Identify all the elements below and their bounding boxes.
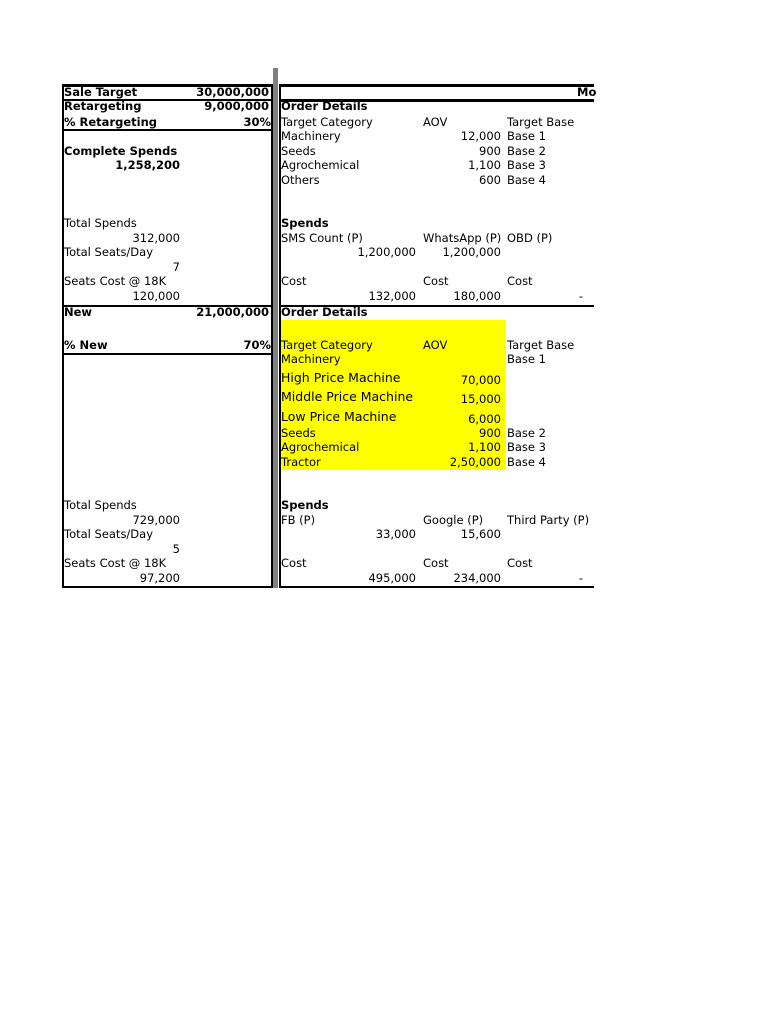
new-machinery-base: Base 1 [507, 352, 546, 366]
new-row-base: Base 2 [507, 426, 546, 440]
retarget-seats-cost-value: 120,000 [132, 289, 180, 303]
new-seats-cost-value: 97,200 [139, 571, 180, 585]
retarget-seats-day-value: 7 [172, 260, 180, 274]
retarget-col-aov: AOV [423, 115, 448, 129]
retarget-cost-label-2: Cost [423, 274, 449, 288]
cost-fb-value: 495,000 [368, 571, 416, 585]
retarget-col-category: Target Category [281, 115, 373, 129]
obd-label: OBD (P) [507, 231, 553, 245]
new-row-category: Agrochemical [281, 440, 360, 454]
new-cost-label-3: Cost [507, 556, 533, 570]
retarget-row-category: Agrochemical [281, 158, 360, 172]
complete-spends-value: 1,258,200 [115, 158, 180, 172]
new-row-aov: 900 [479, 426, 501, 440]
machine-row-category: Middle Price Machine [281, 389, 414, 404]
retarget-row-category: Others [281, 173, 320, 187]
new-seats-day-value: 5 [172, 542, 180, 556]
new-value: 21,000,000 [196, 305, 269, 319]
sms-count-value: 1,200,000 [357, 245, 416, 259]
complete-spends-label: Complete Spends [64, 144, 178, 158]
new-seats-cost-label: Seats Cost @ 18K [64, 556, 167, 570]
machine-row-aov: 70,000 [460, 373, 501, 387]
retarget-row-aov: 1,100 [468, 158, 501, 172]
new-row-category: Seeds [281, 426, 316, 440]
retarget-row-aov: 900 [479, 144, 501, 158]
new-spends-label: Spends [281, 498, 329, 512]
machine-row-aov: 6,000 [468, 412, 501, 426]
retarget-row-base: Base 4 [507, 173, 546, 187]
border-under-pct-retargeting [62, 129, 273, 131]
retarget-row-aov: 600 [479, 173, 501, 187]
retarget-order-details-label: Order Details [281, 99, 368, 113]
pct-new-value: 70% [243, 338, 271, 352]
retarget-cost-label-1: Cost [281, 274, 307, 288]
retarget-spends-label: Spends [281, 216, 329, 230]
new-col-aov: AOV [423, 338, 448, 352]
machine-row-category: High Price Machine [281, 370, 401, 385]
cost-sms-value: 132,000 [368, 289, 416, 303]
retarget-row-base: Base 2 [507, 144, 546, 158]
pct-retargeting-value: 30% [243, 115, 271, 129]
retarget-seats-cost-label: Seats Cost @ 18K [64, 274, 167, 288]
retarget-total-spends-label: Total Spends [64, 216, 137, 230]
fb-label: FB (P) [281, 513, 316, 527]
new-col-base: Target Base [507, 338, 575, 352]
border-bottom-left [62, 586, 273, 588]
google-value: 15,600 [460, 527, 501, 541]
new-total-spends-value: 729,000 [132, 513, 180, 527]
new-row-base: Base 3 [507, 440, 546, 454]
retarget-row-aov: 12,000 [460, 129, 501, 143]
new-row-aov: 2,50,000 [449, 455, 501, 469]
cost-whatsapp-value: 180,000 [453, 289, 501, 303]
frozen-pane-divider[interactable] [273, 68, 278, 588]
whatsapp-label: WhatsApp (P) [423, 231, 502, 245]
pct-new-label: % New [64, 338, 108, 352]
cost-obd-value: - [578, 289, 583, 303]
new-total-spends-label: Total Spends [64, 498, 137, 512]
border-top-right [279, 84, 594, 87]
retargeting-label: Retargeting [64, 99, 142, 113]
machine-row-category: Low Price Machine [281, 409, 397, 424]
border-bottom-right [279, 586, 594, 588]
fb-value: 33,000 [375, 527, 416, 541]
sale-target-label: Sale Target [64, 85, 138, 99]
cost-third-party-value: - [578, 571, 583, 585]
new-row-category: Tractor [281, 455, 321, 469]
retarget-total-spends-value: 312,000 [132, 231, 180, 245]
retarget-seats-day-label: Total Seats/Day [64, 245, 154, 259]
new-cost-label-1: Cost [281, 556, 307, 570]
retargeting-value: 9,000,000 [204, 99, 269, 113]
third-party-label: Third Party (P) [507, 513, 590, 527]
new-seats-day-label: Total Seats/Day [64, 527, 154, 541]
retarget-row-category: Seeds [281, 144, 316, 158]
retarget-row-base: Base 1 [507, 129, 546, 143]
retarget-cost-label-3: Cost [507, 274, 533, 288]
new-col-category: Target Category [281, 338, 373, 352]
new-row-aov: 1,100 [468, 440, 501, 454]
sale-target-value: 30,000,000 [196, 85, 269, 99]
new-order-details-label: Order Details [281, 305, 368, 319]
cost-google-value: 234,000 [453, 571, 501, 585]
retarget-row-base: Base 3 [507, 158, 546, 172]
machine-row-aov: 15,000 [460, 392, 501, 406]
sms-count-label: SMS Count (P) [281, 231, 363, 245]
border-under-pct-new [62, 353, 273, 355]
retarget-row-category: Machinery [281, 129, 341, 143]
new-cost-label-2: Cost [423, 556, 449, 570]
clipped-header: Mo [577, 85, 597, 99]
retarget-col-base: Target Base [507, 115, 575, 129]
new-machinery-label: Machinery [281, 352, 341, 366]
new-row-base: Base 4 [507, 455, 546, 469]
google-label: Google (P) [423, 513, 484, 527]
border-left-block-right [271, 84, 273, 588]
pct-retargeting-label: % Retargeting [64, 115, 157, 129]
new-label: New [64, 305, 93, 319]
whatsapp-value: 1,200,000 [442, 245, 501, 259]
